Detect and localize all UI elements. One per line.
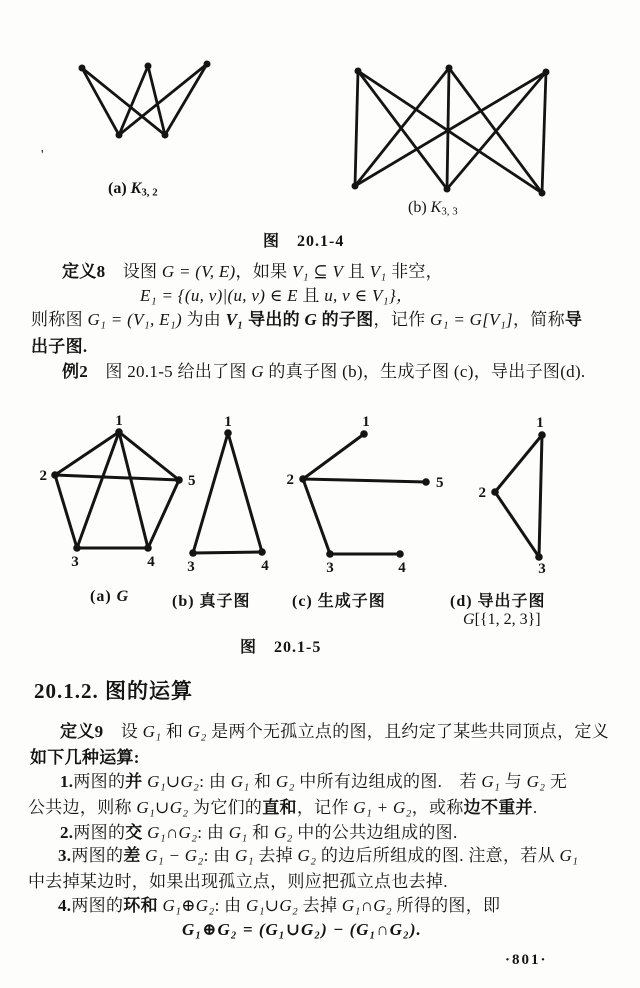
graph-vertex (73, 544, 81, 552)
graph-edge (55, 475, 179, 480)
graph-edge (55, 432, 119, 475)
figure-caption-20-1-4: 图 20.1-4 (263, 233, 345, 250)
graph-vertex (352, 183, 359, 190)
vertex-label: 5 (188, 473, 196, 489)
graph-vertex (543, 69, 550, 76)
graph-vertex (116, 132, 123, 139)
item1-line-2: 公共边，则称 G₁∪G₂ 为它们的直和，记作 G₁ + G₂，或称边不重并. (28, 798, 538, 817)
graph-vertex (175, 476, 183, 484)
graph-edge (193, 552, 262, 553)
vertex-label: 4 (261, 558, 269, 574)
graph-vertex (491, 488, 499, 496)
vertex-label: 1 (224, 414, 232, 430)
graph-vertex (539, 190, 546, 197)
graph-vertex (258, 548, 266, 556)
graph-edge (355, 71, 358, 186)
graph-edge (165, 64, 207, 135)
graph-vertex (422, 478, 430, 486)
vertex-label: 4 (147, 554, 155, 570)
def8-line-3: 出子图. (31, 337, 88, 356)
def9-line-1: 定义9 设 G₁ 和 G₂ 是两个无孤立点的图，且约定了某些共同顶点，定义 (60, 722, 610, 741)
graph-vertex (224, 429, 232, 437)
graph-edge (119, 432, 148, 548)
page-number: ·801· (505, 952, 548, 968)
example2-line: 例2 图 20.1-5 给出了图 G 的真子图 (b)，生成子图 (c)，导出子图(d). (62, 362, 586, 381)
graph-label-k32: (a) $K_{3, 2}$ (108, 180, 158, 199)
vertex-label: 2 (39, 468, 47, 484)
graph-vertex (299, 475, 307, 483)
caption-graph-d-sub: G[{1, 2, 3}] (463, 611, 541, 628)
graph-vertex (51, 471, 59, 479)
graph-edge (495, 435, 542, 492)
graph-vertex (144, 544, 152, 552)
caption-graph-d: (d) 导出子图 (450, 593, 546, 610)
graph-edge (447, 72, 546, 189)
graph-edge (303, 434, 364, 479)
graph-k32 (40, 50, 230, 150)
graph-vertex (115, 428, 123, 436)
section-heading: 20.1.2. 图的运算 (34, 679, 193, 703)
graph-edge (542, 72, 546, 193)
def8-line-1: 定义8 设图 G = (V, E)，如果 V₁ ⊆ V 且 V₁ 非空， (62, 262, 443, 281)
caption-graph-c: (c) 生成子图 (292, 593, 386, 610)
graph-edge (82, 68, 119, 135)
vertex-label: 3 (71, 554, 79, 570)
figure-caption-20-1-5: 图 20.1-5 (240, 639, 322, 656)
graph-label-k33: (b) $K_{3, 3}$ (408, 199, 458, 218)
stray-mark: ' (41, 148, 44, 163)
vertex-label: 5 (436, 475, 444, 491)
graph-edge (539, 435, 542, 557)
graph-edge (77, 432, 119, 548)
item2-line: 2.两图的交 G₁∩G₂: 由 G₁ 和 G₂ 中的公共边组成的图. (60, 823, 458, 842)
graph-induced-subgraph (475, 415, 595, 577)
graph-vertex (538, 431, 546, 439)
graph-g (39, 413, 196, 570)
graph-vertex (189, 549, 197, 557)
graph-edge (193, 433, 228, 553)
vertex-label: 1 (362, 414, 370, 430)
graph-vertex (535, 553, 543, 561)
caption-graph-b: (b) 真子图 (172, 593, 251, 610)
graph-vertex (355, 68, 362, 75)
graph-vertex (360, 430, 368, 438)
def8-line-2: 则称图 G₁ = (V₁, E₁) 为由 V₁ 导出的 G 的子图，记作 G₁ = G[V₁]，简称导 (31, 310, 583, 329)
vertex-label: 3 (326, 560, 334, 576)
graph-spanning-subgraph (286, 414, 444, 576)
def9-line-2: 如下几种运算: (30, 748, 140, 767)
vertex-label: 3 (187, 559, 195, 575)
graph-edge (228, 433, 262, 552)
graph-vertex (79, 65, 86, 72)
graph-edge (495, 492, 539, 557)
def8-formula-line: E₁ = {(u, v)|(u, v) ∈ E 且 u, v ∈ V₁}， (140, 286, 414, 305)
vertex-label: 1 (536, 415, 544, 431)
graph-vertex (204, 61, 211, 68)
graph-edge (55, 475, 77, 548)
graph-vertex (444, 186, 451, 193)
graph-edge (148, 480, 179, 548)
vertex-label: 2 (478, 485, 486, 501)
graph-vertex (162, 132, 169, 139)
caption-graph-a: (a) G (90, 588, 130, 605)
item4-line: 4.两图的环和 G₁⊕G₂: 由 G₁∪G₂ 去掉 G₁∩G₂ 所得的图，即 (58, 896, 501, 915)
graph-edge (303, 479, 426, 482)
graph-vertex (446, 65, 453, 72)
item3-line-2: 中去掉某边时，如果出现孤立点，则应把孤立点也去掉. (28, 872, 448, 891)
vertex-label: 3 (538, 561, 546, 577)
vertex-label: 1 (115, 413, 123, 429)
graph-k33 (340, 55, 560, 205)
vertex-label: 4 (398, 560, 406, 576)
vertex-label: 2 (286, 472, 294, 488)
item1-line-1: 1.两图的并 G₁∪G₂: 由 G₁ 和 G₂ 中所有边组成的图. 若 G₁ 与 G₂ 无 (60, 772, 568, 791)
graph-vertex (396, 550, 404, 558)
graph-proper-subgraph (185, 414, 285, 575)
graph-vertex (145, 63, 152, 70)
graph-vertex (326, 550, 334, 558)
graph-edge (303, 479, 330, 554)
ring-sum-formula: G₁⊕G₂ = (G₁∪G₂) − (G₁∩G₂). (182, 920, 422, 939)
item3-line-1: 3.两图的差 G₁ − G₂: 由 G₁ 去掉 G₂ 的边后所组成的图. 注意，若从 G₁ (58, 846, 579, 865)
